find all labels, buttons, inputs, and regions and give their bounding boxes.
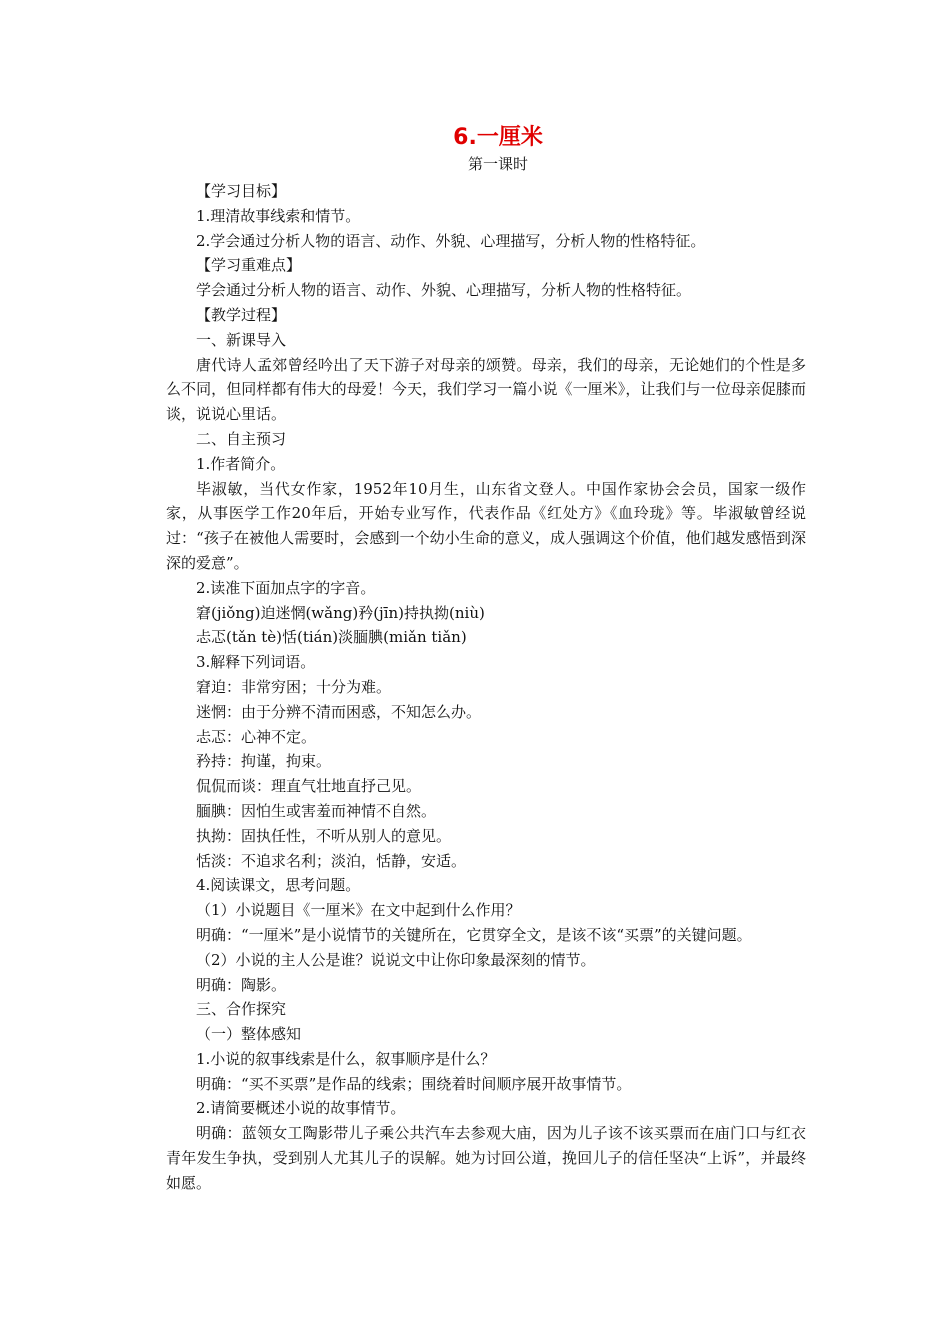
vocabulary-item: 执拗：固执任性，不听从别人的意见。 [196, 826, 452, 845]
section-heading-key-points: 【学习重难点】 [196, 256, 302, 275]
inquiry-answer-2: 明确：蓝领女工陶影带儿子乘公共汽车去参观大庙，因为儿子该不该买票而在庙门口与红衣青年发生争执，受到别人尤其儿子的误解。她为讨回公道，挽回儿子的信任坚决“上诉”，并最终如愿。 [166, 1124, 806, 1192]
vocabulary-item: 窘迫：非常穷困；十分为难。 [196, 677, 392, 696]
answer-2: 明确：陶影。 [196, 975, 287, 994]
step-heading-self-study: 二、自主预习 [196, 429, 287, 448]
author-intro-heading: 1.作者简介。 [196, 454, 286, 473]
introduction-paragraph: 唐代诗人孟郊曾经吟出了天下游子对母亲的颂赞。母亲，我们的母亲，无论她们的个性是多么不同，但同样都有伟大的母爱！今天，我们学习一篇小说《一厘米》，让我们与一位母亲促膝而谈，说说心里话。 [166, 355, 806, 424]
inquiry-answer-1: 明确：“买不买票”是作品的线索；围绕着时间顺序展开故事情节。 [196, 1074, 632, 1093]
author-intro-paragraph: 毕淑敏，当代女作家，1952年10月生，山东省文登人。中国作家协会会员，国家一级作家，从事医学工作20年后，开始专业写作，代表作品《红处方》《血玲珑》等。毕淑敏曾经说过：“孩子在被他人需要时，会感到一个幼小生命的意义，成人强调这个价值，他们越发感悟到深深的爱意”。 [166, 479, 806, 572]
vocabulary-item: 矜持：拘谨，拘束。 [196, 752, 332, 771]
vocabulary-item: 恬淡：不追求名利；淡泊，恬静，安适。 [196, 851, 467, 870]
vocabulary-heading: 3.解释下列词语。 [196, 653, 316, 672]
inquiry-question-2: 2.请简要概述小说的故事情节。 [196, 1099, 406, 1118]
vocabulary-item: 忐忑：心神不定。 [196, 727, 317, 746]
vocabulary-item: 腼腆：因怕生或害羞而神情不自然。 [196, 801, 437, 820]
section-heading-teaching-process: 【教学过程】 [196, 305, 287, 324]
step-heading-introduction: 一、新课导入 [196, 330, 287, 349]
question-2: （2）小说的主人公是谁？说说文中让你印象最深刻的情节。 [196, 950, 596, 969]
document-body [166, 124, 806, 1196]
pronunciation-line-2: 忐忑(tǎn tè)恬(tián)淡腼腆(miǎn tiǎn) [196, 628, 467, 647]
vocabulary-item: 侃侃而谈：理直气壮地直抒己见。 [196, 777, 422, 796]
pronunciation-heading: 2.读准下面加点字的字音。 [196, 578, 376, 597]
pronunciation-line-1: 窘(jiǒng)迫迷惘(wǎng)矜(jīn)持执拗(niù) [196, 603, 485, 622]
document-subtitle: 第一课时 [467, 155, 528, 173]
vocabulary-item: 迷惘：由于分辨不清而困惑，不知怎么办。 [196, 702, 482, 721]
goal-item-2: 2.学会通过分析人物的语言、动作、外貌、心理描写，分析人物的性格特征。 [196, 231, 706, 250]
subheading-overall-perception: （一）整体感知 [196, 1025, 302, 1044]
step-heading-cooperative-inquiry: 三、合作探究 [196, 1000, 287, 1019]
answer-1: 明确：“一厘米”是小说情节的关键所在，它贯穿全文，是该不该“买票”的关键问题。 [196, 925, 752, 944]
document-title: 6.一厘米 [453, 125, 543, 150]
key-points-text: 学会通过分析人物的语言、动作、外貌、心理描写，分析人物的性格特征。 [196, 281, 692, 300]
goal-item-1: 1.理清故事线索和情节。 [196, 206, 361, 225]
inquiry-question-1: 1.小说的叙事线索是什么，叙事顺序是什么？ [196, 1049, 496, 1068]
question-1: （1）小说题目《一厘米》在文中起到什么作用？ [196, 901, 521, 920]
section-heading-learning-goals: 【学习目标】 [196, 182, 287, 200]
reading-questions-heading: 4.阅读课文，思考问题。 [196, 876, 361, 895]
